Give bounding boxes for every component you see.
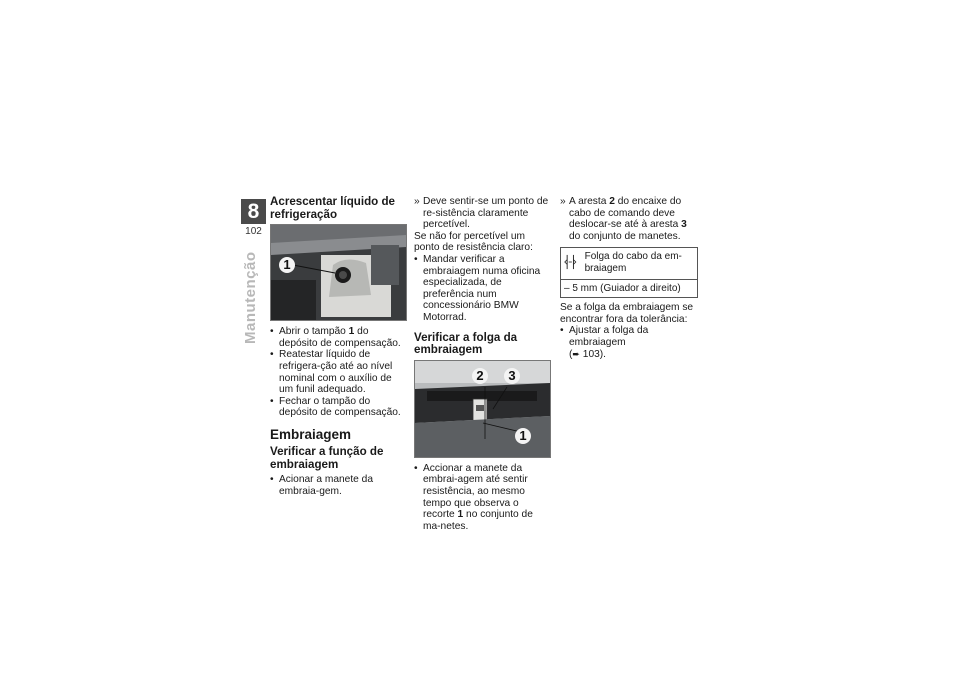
spec-title: Folga do cabo da em-braiagem bbox=[584, 251, 682, 274]
result-item: » Deve sentir-se um ponto de re-sistência claramente percetível. bbox=[414, 196, 550, 231]
list-item: • Fechar o tampão do depósito de compensação. bbox=[270, 396, 406, 419]
page-link[interactable]: 103). bbox=[582, 348, 607, 360]
clutch-play-steps bbox=[414, 463, 550, 533]
callout-1: 1 bbox=[279, 257, 295, 273]
list-item: • Accionar a manete da embrai-agem até sentir resistência, ao mesmo tempo que observa o recorte 1 no conjunto de ma-netes. bbox=[414, 463, 550, 533]
page-number: 102 bbox=[245, 226, 262, 237]
callout-2: 2 bbox=[472, 368, 488, 384]
spec-value: 5 mm (Guiador a direito) bbox=[572, 282, 681, 294]
result-list bbox=[414, 196, 550, 231]
page-link-arrow-icon: ➨ bbox=[572, 348, 580, 359]
coolant-steps bbox=[270, 326, 406, 419]
workshop-steps bbox=[414, 254, 550, 324]
list-item: • Abrir o tampão 1 do depósito de compensação. bbox=[270, 326, 406, 349]
clutch-lever-photo bbox=[414, 360, 551, 458]
spec-value-row bbox=[561, 280, 697, 298]
chapter-number: 8 bbox=[241, 199, 266, 224]
clearance-gauge-icon bbox=[564, 251, 577, 273]
column-1 bbox=[270, 196, 406, 497]
list-item: • Acionar a manete da embraia-gem. bbox=[270, 474, 406, 497]
callout-1: 1 bbox=[515, 428, 531, 444]
callout-3: 3 bbox=[504, 368, 520, 384]
coolant-photo bbox=[270, 224, 407, 321]
column-3 bbox=[560, 196, 696, 360]
list-item: • Ajustar a folga da embraiagem (➨ 103). bbox=[560, 325, 696, 360]
chapter-title: Manutenção bbox=[242, 251, 259, 344]
adjust-steps bbox=[560, 325, 696, 360]
spec-box bbox=[560, 247, 698, 298]
list-item: • Reatestar líquido de refrigera-ção até ao nível nominal com o auxílio de um funil adequado. bbox=[270, 349, 406, 395]
section-heading: Embraiagem bbox=[270, 426, 352, 442]
spec-header bbox=[561, 248, 697, 279]
coolant-heading: Acrescentar líquido de refrigeração bbox=[270, 195, 395, 221]
column-2 bbox=[414, 196, 550, 532]
clutch-function-heading: Verificar a função de embraiagem bbox=[270, 444, 384, 471]
coolant-reservoir-illustration bbox=[271, 225, 406, 320]
condition-text: Se a folga da embraiagem se encontrar fora da tolerância: bbox=[560, 302, 694, 325]
clutch-play-heading: Verificar a folga da embraiagem bbox=[414, 330, 518, 357]
condition-text: Se não for percetível um ponto de resistência claro: bbox=[414, 230, 533, 254]
clutch-function-steps bbox=[270, 474, 406, 497]
result-list bbox=[560, 196, 696, 242]
result-item: » A aresta 2 do encaixe do cabo de comando deve deslocar-se até à aresta 3 do conjunto de manetes. bbox=[560, 196, 696, 242]
dash-icon: – bbox=[564, 282, 570, 294]
list-item: • Mandar verificar a embraiagem numa oficina especializada, de preferência num concessionário BMW Motorrad. bbox=[414, 254, 550, 324]
